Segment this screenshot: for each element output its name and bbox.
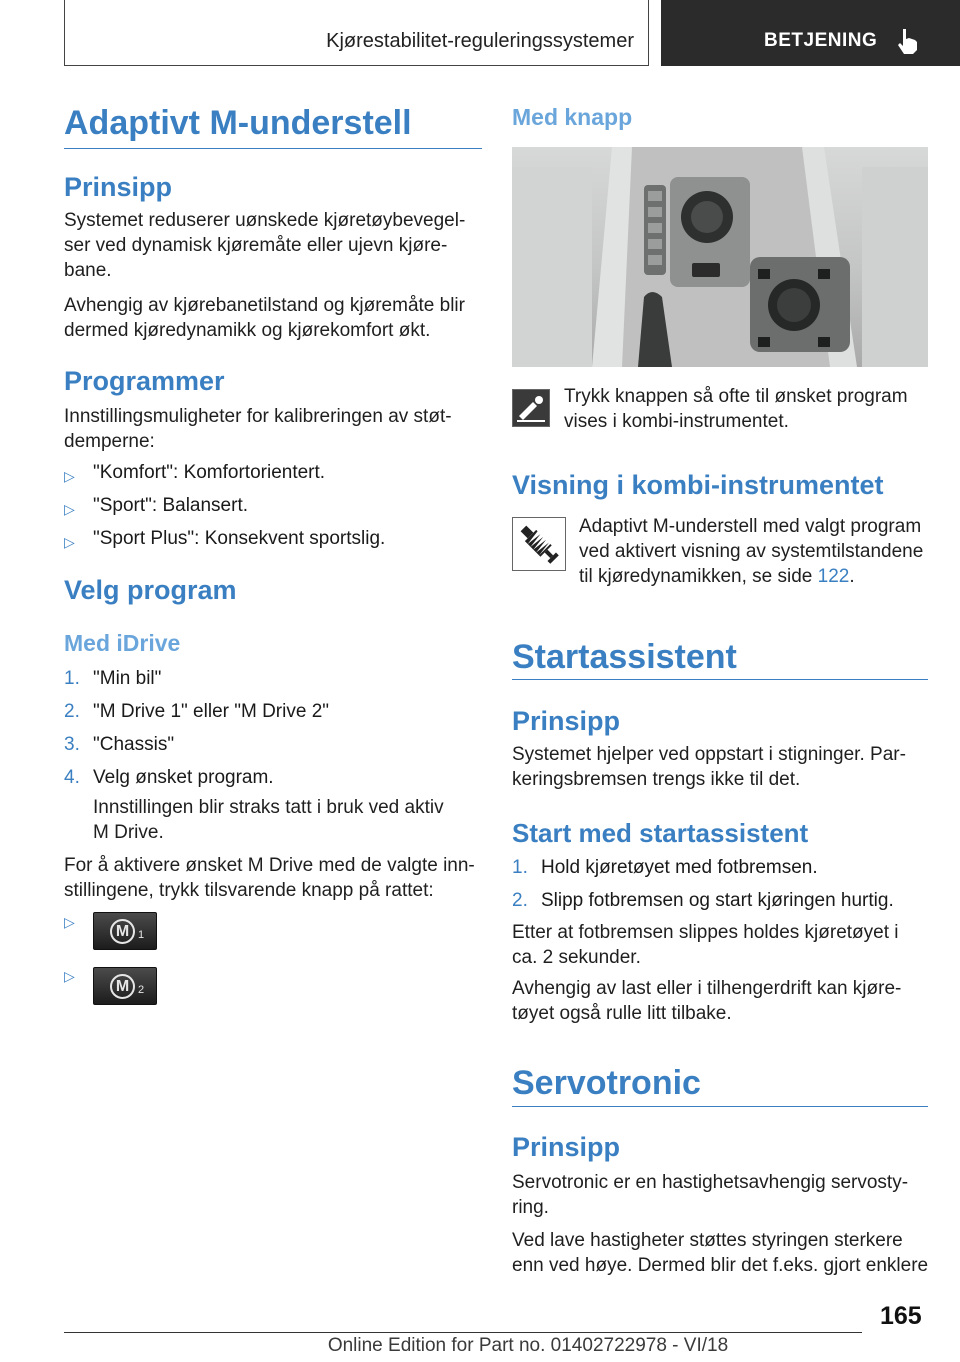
heading-prinsipp: Prinsipp: [64, 172, 173, 202]
text-line: Etter at fotbremsen slippes holdes kjøretøyet i: [512, 922, 899, 943]
text-line: stillingene, trykk tilsvarende knapp på rattet:: [64, 880, 434, 901]
heading-med-knapp: Med knapp: [512, 104, 633, 130]
title-rule: [64, 148, 482, 149]
step-text: Velg ønsket program.: [93, 767, 274, 788]
knapp-text: [564, 384, 908, 434]
text-line: Innstillingen blir straks tatt i bruk ved aktiv: [93, 797, 444, 818]
m-drive-1-button: [93, 912, 157, 950]
title-rule: [512, 1106, 928, 1107]
center-console-photo: [512, 147, 928, 367]
heading-velg-program: Velg program: [64, 575, 237, 605]
shock-absorber-icon: [512, 517, 566, 571]
step-number: 4.: [64, 767, 80, 788]
text-line: Avhengig av kjørebanetilstand og kjøremåte blir: [64, 295, 465, 316]
text-line: M Drive.: [93, 822, 164, 843]
step-number: 3.: [64, 734, 80, 755]
activate-text: [64, 853, 475, 903]
m-letter: M: [110, 974, 135, 999]
start-text-1: [512, 920, 899, 970]
text-line: Avhengig av last eller i tilhengerdrift kan kjøre‐: [512, 978, 902, 999]
text-line: Ved lave hastigheter støttes styringen sterkere: [512, 1230, 903, 1251]
text-line: tøyet også rulle litt tilbake.: [512, 1003, 732, 1024]
text-span: .: [849, 566, 855, 587]
text-line: keringsbremsen trengs ikke til det.: [512, 769, 801, 790]
text-line: Systemet hjelper ved oppstart i stigninger. Par‐: [512, 744, 906, 765]
title-adaptivt: Adaptivt M-understell: [64, 104, 412, 142]
console-illustration: [512, 147, 928, 367]
prinsipp-text: [64, 208, 465, 283]
step-number: 1.: [64, 668, 80, 689]
edition-text: Online Edition for Part no. 01402722978 - VI/18: [327, 1335, 729, 1356]
m-letter: M: [110, 919, 135, 944]
text-line: ved aktivert visning av systemtilstandene: [579, 541, 924, 562]
step-number: 2.: [64, 701, 80, 722]
text-line: [579, 564, 923, 589]
step-text: "Chassis": [93, 734, 175, 755]
text-line: Servotronic er en hastighetsavhengig servosty‐: [512, 1172, 909, 1193]
step-text: "M Drive 1" eller "M Drive 2": [93, 701, 330, 722]
step-number: 2.: [512, 890, 528, 911]
visning-text: [579, 514, 923, 589]
heading-prinsipp: Prinsipp: [512, 706, 621, 736]
text-line: demperne:: [64, 431, 155, 452]
start-prinsipp-text: [512, 742, 906, 792]
step-text: "Min bil": [93, 668, 162, 689]
title-startassistent: Startassistent: [512, 638, 737, 676]
text-line: Systemet reduserer uønskede kjøretøybevegel‐: [64, 210, 466, 231]
heading-visning: Visning i kombi-instrumentet: [512, 470, 884, 500]
step-number: 1.: [512, 857, 528, 878]
text-line: dermed kjøredynamikk og kjørekomfort økt.: [64, 320, 431, 341]
footer-rule: [64, 1332, 862, 1333]
bullet-marker: ▷: [64, 914, 75, 930]
bullet-marker: ▷: [64, 968, 75, 984]
text-line: ring.: [512, 1197, 549, 1218]
page-reference-link[interactable]: 122: [817, 566, 850, 587]
text-line: ca. 2 sekunder.: [512, 947, 641, 968]
section-tab: [64, 0, 649, 66]
bullet-marker: ▷: [64, 501, 75, 517]
text-line: vises i kombi-instrumentet.: [564, 411, 789, 432]
servo-text-1: [512, 1170, 908, 1220]
text-line: ser ved dynamisk kjøremåte eller ujevn kjøre‐: [64, 235, 448, 256]
text-line: Adaptivt M-understell med valgt program: [579, 516, 922, 537]
footer-edition: [0, 1335, 960, 1357]
section-title: Kjørestabilitet-reguleringssystemer: [326, 30, 634, 52]
text-line: Innstillingsmuligheter for kalibreringen av støt‐: [64, 406, 452, 427]
text-line: bane.: [64, 260, 112, 281]
heading-prinsipp: Prinsipp: [512, 1132, 621, 1162]
step-note: [93, 795, 444, 845]
step-text: Hold kjøretøyet med fotbremsen.: [541, 857, 818, 878]
bullet-marker: ▷: [64, 468, 75, 484]
servo-text-2: [512, 1228, 928, 1278]
prinsipp-text-2: [64, 293, 465, 343]
text-line: Trykk knappen så ofte til ønsket program: [564, 386, 908, 407]
heading-start-med: Start med startassistent: [512, 818, 809, 848]
title-rule: [512, 679, 928, 680]
title-servotronic: Servotronic: [512, 1064, 701, 1102]
text-line: For å aktivere ønsket M Drive med de valgte inn‐: [64, 855, 475, 876]
m-subscript: 1: [138, 929, 145, 941]
start-text-2: [512, 976, 901, 1026]
hand-pointer-icon: [893, 26, 923, 56]
text-span: til kjøredynamikken, se side: [579, 566, 818, 587]
button-press-icon: [512, 389, 550, 427]
page-header: [0, 0, 960, 66]
m-drive-2-button: [93, 967, 157, 1005]
m-subscript: 2: [138, 984, 145, 996]
bullet-marker: ▷: [64, 534, 75, 550]
chapter-title: BETJENING: [764, 30, 878, 51]
list-item-text: "Komfort": Komfortorientert.: [93, 462, 326, 483]
chapter-tab: [661, 0, 960, 66]
list-item-text: "Sport": Balansert.: [93, 495, 249, 516]
step-text: Slipp fotbremsen og start kjøringen hurtig.: [541, 890, 894, 911]
page-number: 165: [880, 1302, 922, 1330]
text-line: enn ved høye. Dermed blir det f.eks. gjort enklere: [512, 1255, 929, 1276]
programmer-text: [64, 404, 452, 454]
heading-med-idrive: Med iDrive: [64, 630, 181, 656]
heading-programmer: Programmer: [64, 366, 225, 396]
list-item-text: "Sport Plus": Konsekvent sportslig.: [93, 528, 386, 549]
